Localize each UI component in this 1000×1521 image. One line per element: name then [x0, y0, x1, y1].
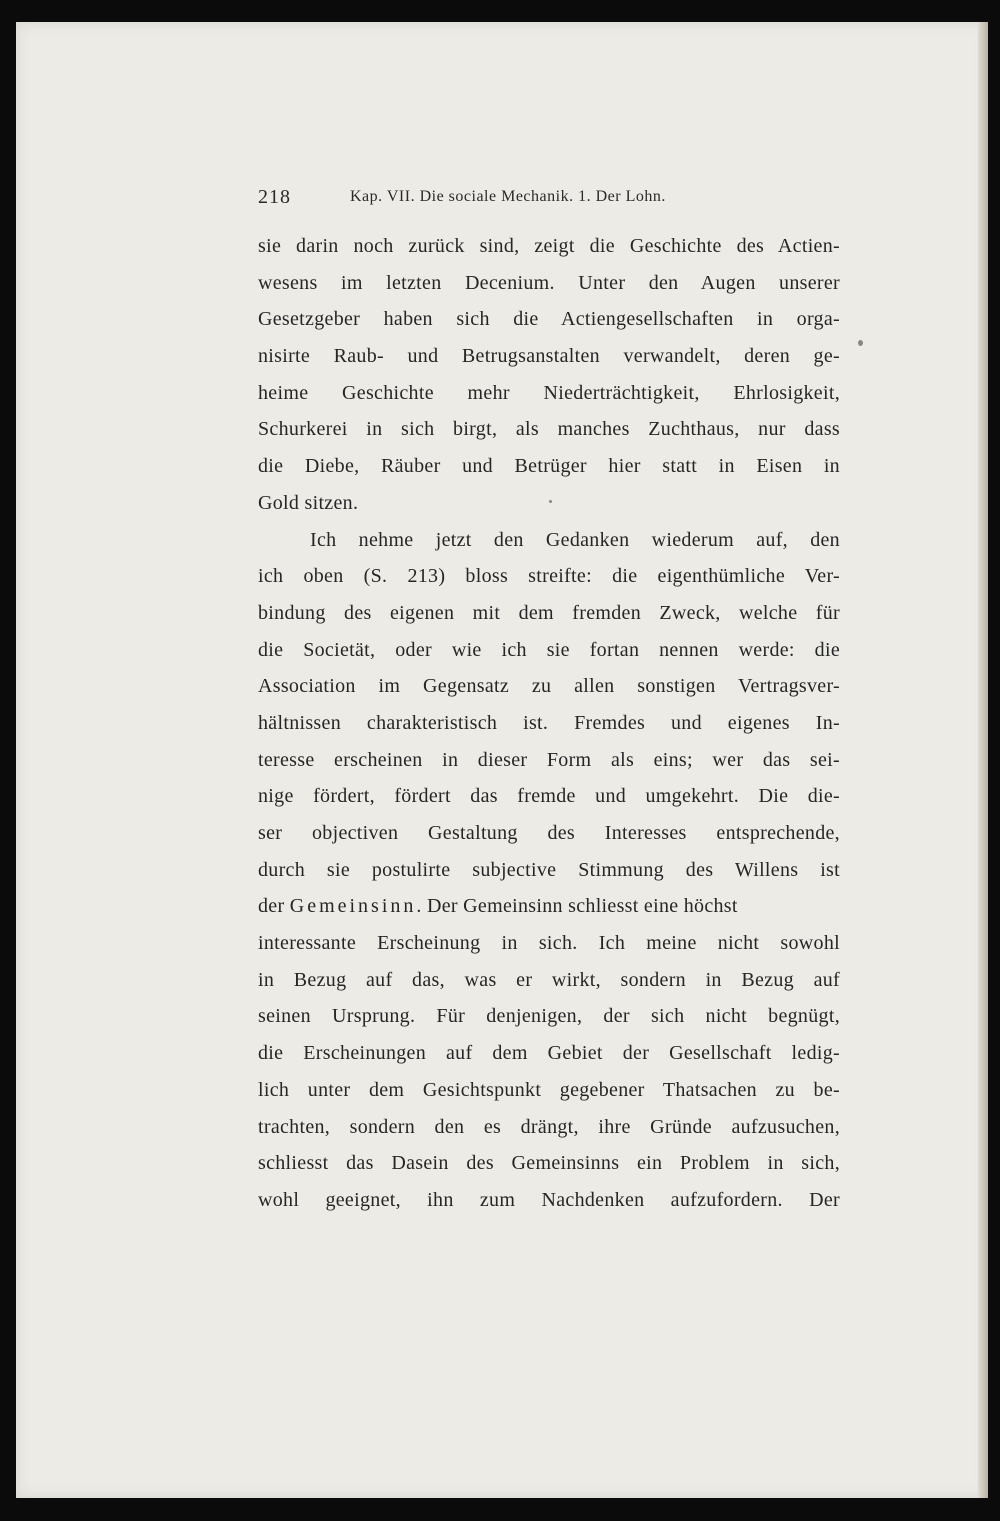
text-line: trachten, sondern den es drängt, ihre Gründe aufzusuchen, — [258, 1115, 840, 1138]
text-line: Gesetzgeber haben sich die Actiengesellschaften in orga- — [258, 308, 840, 331]
text-line: lich unter dem Gesichtspunkt gegebener Thatsachen zu be- — [258, 1078, 840, 1101]
text-line: Association im Gegensatz zu allen sonstigen Vertragsver- — [258, 675, 840, 698]
text-line — [258, 888, 840, 925]
ink-speck — [858, 340, 863, 346]
text-line: interessante Erscheinung in sich. Ich meine nicht sowohl — [258, 932, 840, 955]
text-line: die Erscheinungen auf dem Gebiet der Gesellschaft ledig- — [258, 1042, 840, 1065]
text-line: Schurkerei in sich birgt, als manches Zuchthaus, nur dass — [258, 418, 840, 441]
page-header — [258, 186, 848, 210]
text-line: ich oben (S. 213) bloss streifte: die eigenthümliche Ver- — [258, 565, 840, 588]
page-edge — [978, 22, 988, 1498]
page-number: 218 — [258, 186, 291, 208]
text-line: schliesst das Dasein des Gemeinsinns ein Problem in sich, — [258, 1152, 840, 1175]
text-line: bindung des eigenen mit dem fremden Zweck, welche für — [258, 601, 840, 624]
text-line: wohl geeignet, ihn zum Nachdenken aufzufordern. Der — [258, 1188, 840, 1211]
text-fragment: . Der Gemeinsinn schliesst eine höchst — [416, 895, 738, 918]
text-fragment: der — [258, 895, 285, 918]
text-line: hältnissen charakteristisch ist. Fremdes und eigenes In- — [258, 711, 840, 734]
text-line: die Diebe, Räuber und Betrüger hier statt in Eisen in — [258, 455, 840, 478]
text-line: nisirte Raub- und Betrugsanstalten verwandelt, deren ge- — [258, 345, 840, 368]
text-line: Gold sitzen. — [258, 491, 359, 514]
body-text — [258, 228, 840, 1219]
text-line: wesens im letzten Decenium. Unter den Augen unserer — [258, 271, 840, 294]
text-line: in Bezug auf das, was er wirkt, sondern in Bezug auf — [258, 968, 840, 991]
text-line: heime Geschichte mehr Niederträchtigkeit, Ehrlosigkeit, — [258, 381, 840, 404]
text-line: ser objectiven Gestaltung des Interesses entsprechende, — [258, 822, 840, 844]
emphasized-term: Gemeinsinn — [289, 895, 417, 918]
text-line: nige fördert, fördert das fremde und umgekehrt. Die die- — [258, 785, 840, 808]
text-line: seinen Ursprung. Für denjenigen, der sich nicht begnügt, — [258, 1005, 840, 1028]
text-line: teresse erscheinen in dieser Form als eins; wer das sei- — [258, 748, 840, 771]
text-line: die Societät, oder wie ich sie fortan nennen werde: die — [258, 638, 840, 661]
text-line: durch sie postulirte subjective Stimmung des Willens ist — [258, 858, 840, 881]
running-head: Kap. VII. Die sociale Mechanik. 1. Der Lohn. — [350, 188, 666, 205]
text-line: sie darin noch zurück sind, zeigt die Geschichte des Actien- — [258, 235, 840, 257]
text-line: Ich nehme jetzt den Gedanken wiederum auf, den — [310, 528, 840, 551]
